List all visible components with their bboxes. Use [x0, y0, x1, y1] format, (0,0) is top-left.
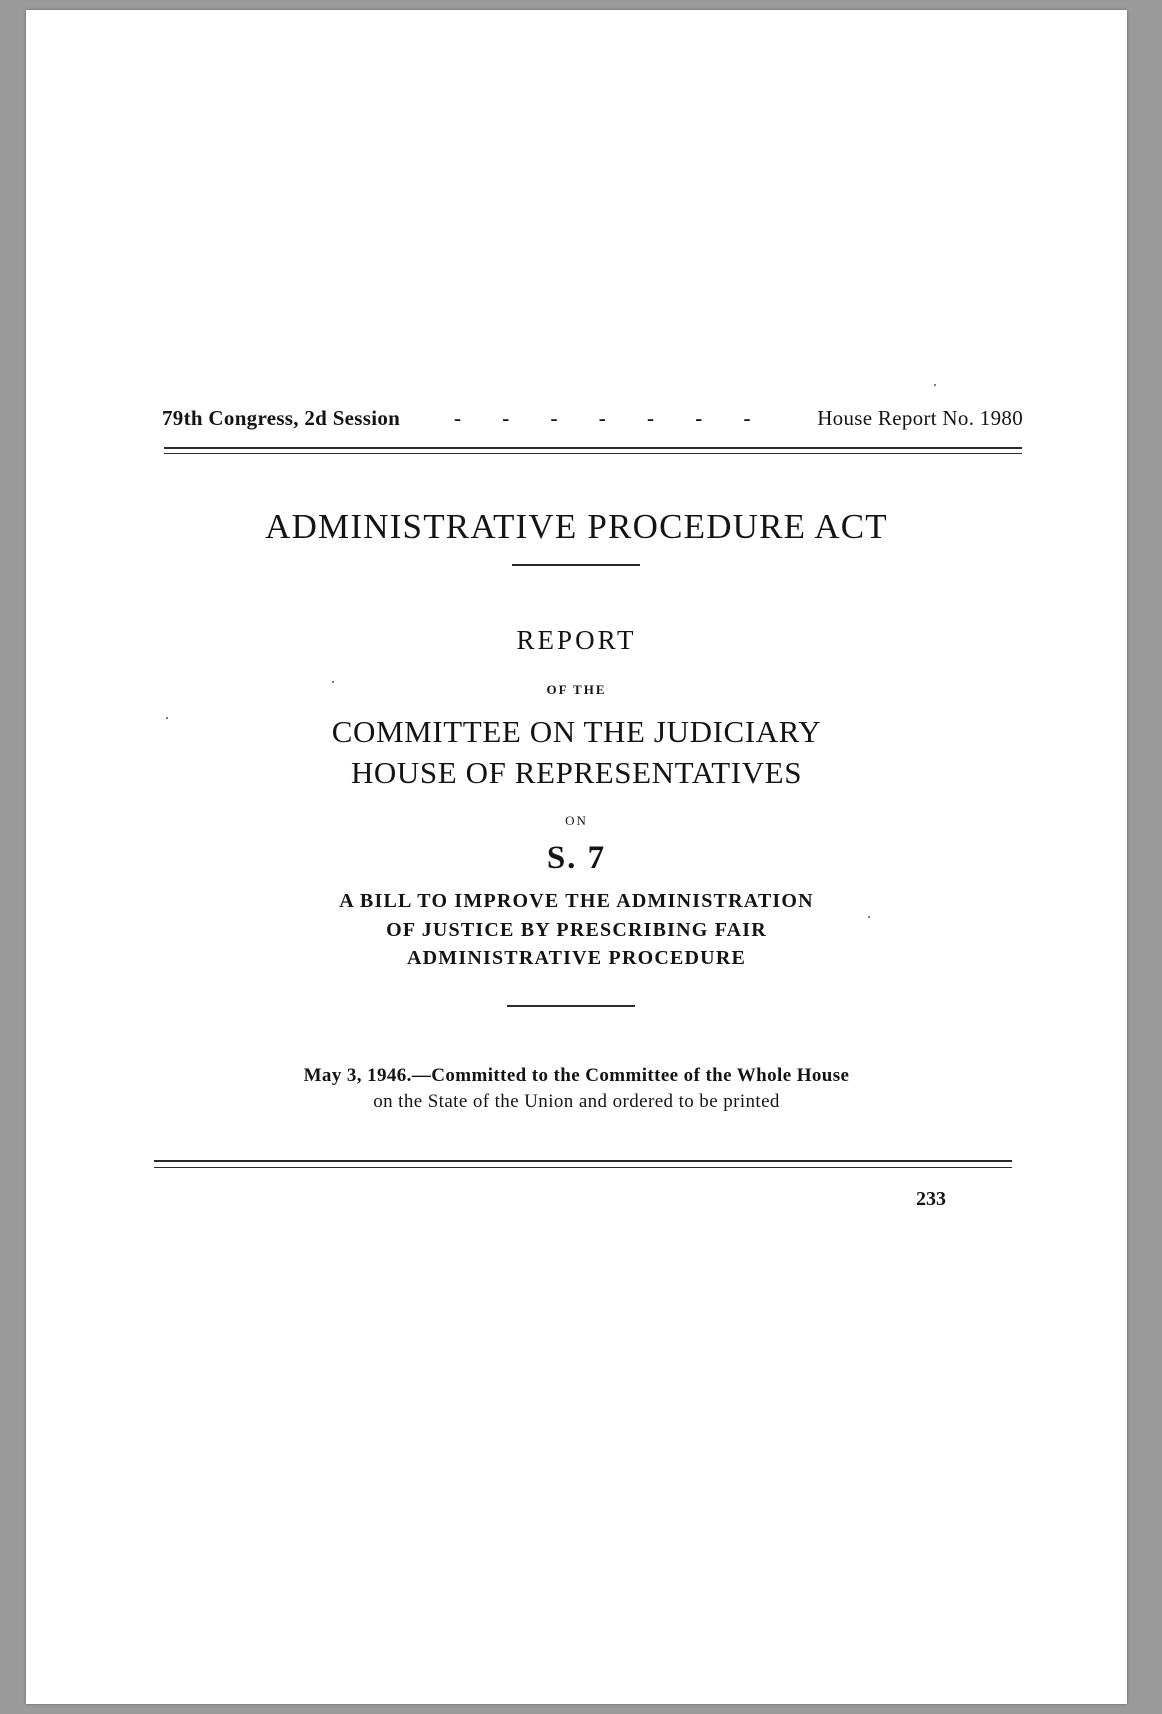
on-label: ON: [565, 813, 588, 828]
bill-description-line: ADMINISTRATIVE PROCEDURE: [406, 947, 746, 969]
committed-note-line: on the State of the Union and ordered to be printed: [373, 1091, 780, 1112]
footer-rule-top: [154, 1160, 1012, 1162]
scan-speck: [868, 916, 870, 918]
document-page: [26, 10, 1127, 1704]
chamber-name: HOUSE OF REPRESENTATIVES: [350, 755, 803, 790]
house-report-number: House Report No. 1980: [817, 406, 1023, 430]
bill-number: S. 7: [546, 840, 607, 876]
footer-rule-bottom: [154, 1167, 1012, 1168]
report-label: REPORT: [516, 625, 637, 655]
bill-divider: [507, 1005, 635, 1007]
committed-note-line: May 3, 1946.—Committed to the Committee of the Whole House: [303, 1065, 850, 1086]
header-rule-top: [164, 447, 1022, 449]
scan-speck: [166, 717, 168, 719]
scan-speck: [934, 384, 936, 386]
title-divider: [512, 564, 640, 566]
bill-description-line: OF JUSTICE BY PRESCRIBING FAIR: [386, 919, 767, 941]
scan-speck: [332, 681, 334, 683]
header-dash-leader: - - - - - - -: [454, 406, 769, 430]
header-rule-bottom: [164, 453, 1022, 454]
of-the-label: OF THE: [546, 682, 607, 697]
congress-session-label: 79th Congress, 2d Session: [162, 406, 401, 430]
bill-description-line: A BILL TO IMPROVE THE ADMINISTRATION: [339, 890, 814, 912]
committee-name: COMMITTEE ON THE JUDICIARY: [331, 714, 822, 749]
page-number: 233: [916, 1188, 946, 1210]
document-title: ADMINISTRATIVE PROCEDURE ACT: [265, 507, 888, 546]
